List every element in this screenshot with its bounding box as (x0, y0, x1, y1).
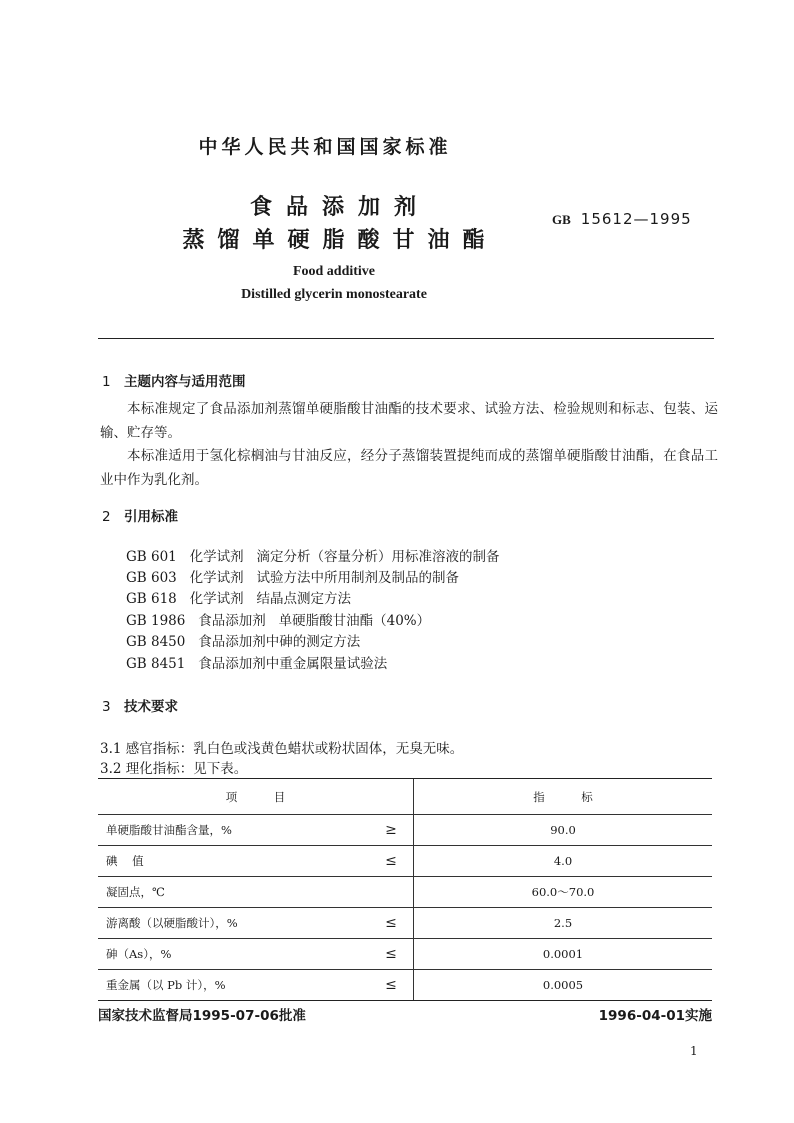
reference-item: GB 1986 食品添加剂 单硬脂酸甘油酯（40%） (126, 613, 431, 629)
effective-date: 1996-04-01实施 (598, 1008, 712, 1024)
header-value: 指 标 (414, 779, 713, 815)
reference-item: GB 618 化学试剂 结晶点测定方法 (126, 591, 352, 607)
row-symbol: ≤ (369, 939, 414, 970)
section-title: 技术要求 (124, 699, 178, 715)
english-title-line1: Food additive (292, 264, 376, 279)
table-row (98, 846, 712, 877)
row-item: 重金属（以 Pb 计），% (98, 970, 369, 1001)
row-symbol: ≤ (369, 846, 414, 877)
gb-prefix: GB (552, 212, 571, 227)
document-title-line2: 蒸馏单硬脂酸甘油酯 (182, 228, 498, 253)
national-standard-heading: 中华人民共和国国家标准 (198, 136, 452, 158)
section-number: 1 (102, 374, 111, 390)
table-row (98, 970, 712, 1001)
requirement-3-1: 3.1 感官指标：乳白色或浅黄色蜡状或粉状固体，无臭无味。 (100, 741, 464, 757)
row-symbol: ≥ (369, 815, 414, 846)
specification-table (98, 778, 712, 1001)
table-row (98, 815, 712, 846)
approval-date: 国家技术监督局1995-07-06批准 (98, 1008, 306, 1024)
table-header-row (98, 779, 712, 815)
row-item: 单硬脂酸甘油酯含量，% (98, 815, 369, 846)
section-title: 引用标准 (124, 509, 178, 525)
row-symbol (369, 877, 414, 908)
row-value: 0.0005 (414, 970, 713, 1001)
table-row (98, 939, 712, 970)
table-row (98, 908, 712, 939)
section-number: 3 (102, 699, 111, 715)
section-3-heading (102, 695, 178, 715)
section-title: 主题内容与适用范围 (124, 374, 246, 390)
header-divider (98, 338, 714, 339)
page-number: 1 (690, 1044, 698, 1058)
row-value: 2.5 (414, 908, 713, 939)
row-symbol: ≤ (369, 908, 414, 939)
section-1-paragraph-2: 本标准适用于氢化棕榈油与甘油反应，经分子蒸馏装置提纯而成的蒸馏单硬脂酸甘油酯，在食品工业中作为乳化剂。 (100, 448, 718, 488)
row-item: 碘 值 (98, 846, 369, 877)
document-title-line1: 食品添加剂 (249, 195, 430, 220)
section-1-heading (102, 370, 246, 390)
reference-item: GB 601 化学试剂 滴定分析（容量分析）用标准溶液的制备 (126, 549, 500, 565)
row-value: 60.0～70.0 (414, 877, 713, 908)
gb-number: 15612—1995 (580, 210, 692, 228)
section-number: 2 (102, 509, 111, 525)
requirement-3-2: 3.2 理化指标：见下表。 (100, 761, 248, 777)
section-2-heading (102, 505, 178, 525)
reference-item: GB 603 化学试剂 试验方法中所用制剂及制品的制备 (126, 570, 460, 586)
row-symbol: ≤ (369, 970, 414, 1001)
section-1-paragraph-1: 本标准规定了食品添加剂蒸馏单硬脂酸甘油酯的技术要求、试验方法、检验规则和标志、包装、运输、贮存等。 (100, 401, 718, 441)
reference-item: GB 8450 食品添加剂中砷的测定方法 (126, 634, 361, 650)
english-title-line2: Distilled glycerin monostearate (241, 287, 427, 302)
reference-item: GB 8451 食品添加剂中重金属限量试验法 (126, 656, 388, 672)
row-value: 4.0 (414, 846, 713, 877)
row-item: 砷（As），% (98, 939, 369, 970)
standard-code (552, 210, 692, 228)
row-value: 0.0001 (414, 939, 713, 970)
row-item: 游离酸（以硬脂酸计），% (98, 908, 369, 939)
row-value: 90.0 (414, 815, 713, 846)
header-item: 项 目 (98, 779, 414, 815)
table-row (98, 877, 712, 908)
row-item: 凝固点，℃ (98, 877, 369, 908)
